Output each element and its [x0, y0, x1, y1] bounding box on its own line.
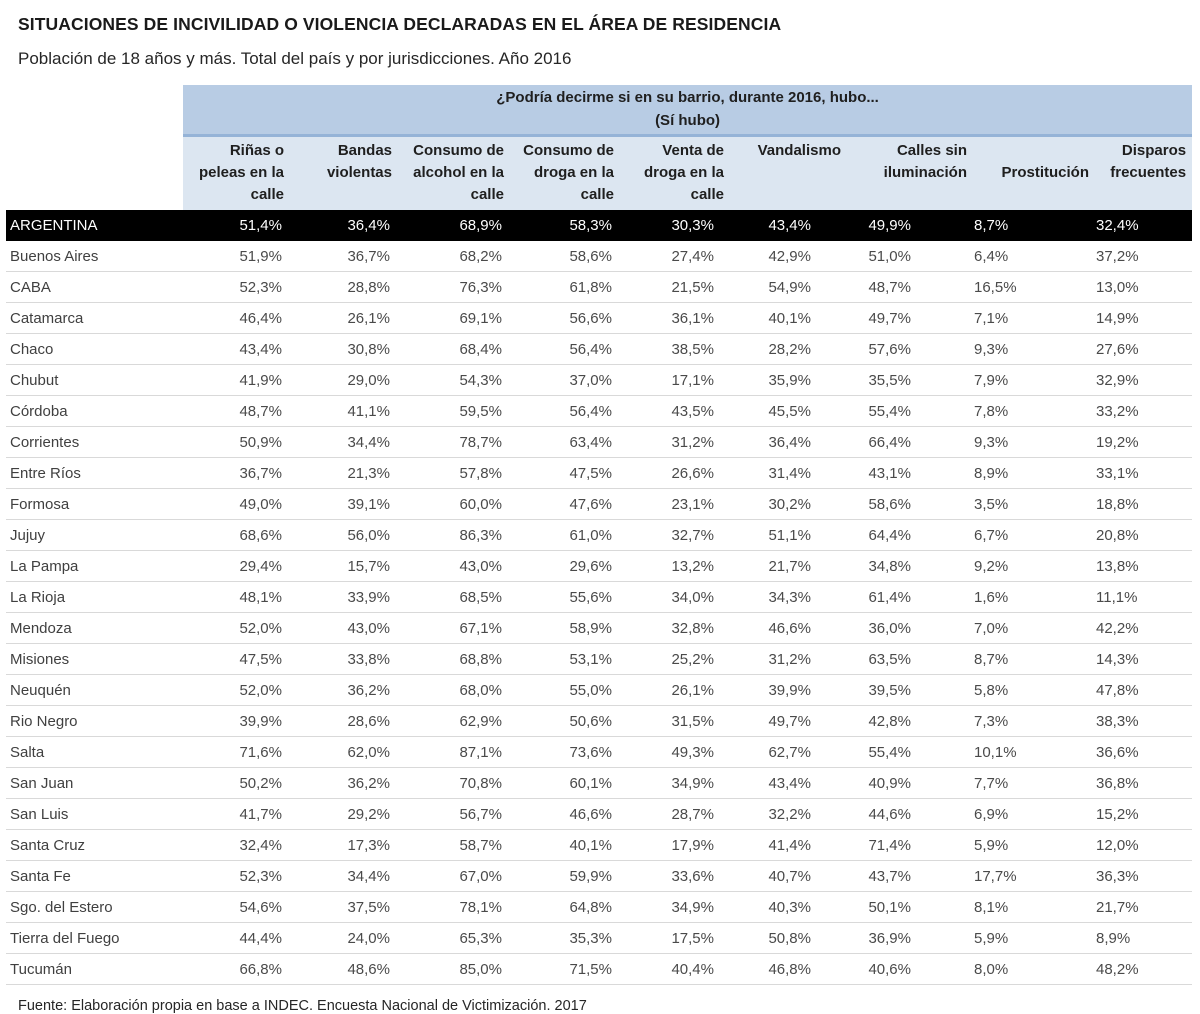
value-cell: 71,6%: [239, 743, 282, 761]
table-row: [6, 830, 1192, 861]
value-cell: 5,9%: [974, 929, 1009, 947]
value-cell: 60,0%: [459, 495, 502, 513]
value-cell: 40,6%: [868, 960, 911, 978]
value-cell: 30,8%: [347, 340, 390, 358]
value-cell: 31,5%: [671, 712, 714, 730]
row-label: San Juan: [10, 774, 74, 792]
value-cell: 67,0%: [459, 867, 502, 885]
value-cell: 31,2%: [671, 433, 714, 451]
value-cell: 58,6%: [569, 247, 612, 265]
value-cell: 47,5%: [239, 650, 282, 668]
row-label: Santa Cruz: [10, 836, 86, 854]
value-cell: 54,6%: [239, 898, 282, 916]
value-cell: 49,0%: [239, 495, 282, 513]
value-cell: 21,3%: [347, 464, 390, 482]
value-cell: 68,2%: [459, 247, 502, 265]
value-cell: 33,2%: [1096, 402, 1139, 420]
value-cell: 13,2%: [671, 557, 714, 575]
value-cell: 48,2%: [1096, 960, 1139, 978]
value-cell: 43,4%: [768, 216, 811, 234]
value-cell: 5,8%: [974, 681, 1009, 699]
row-label: ARGENTINA: [10, 216, 98, 234]
value-cell: 85,0%: [459, 960, 502, 978]
value-cell: 36,8%: [1096, 774, 1139, 792]
value-cell: 10,1%: [974, 743, 1017, 761]
value-cell: 55,4%: [868, 402, 911, 420]
question-band-row: [6, 85, 1192, 136]
value-cell: 34,0%: [671, 588, 714, 606]
value-cell: 29,0%: [347, 371, 390, 389]
value-cell: 41,9%: [239, 371, 282, 389]
page-title: SITUACIONES DE INCIVILIDAD O VIOLENCIA DECLARADAS EN EL ÁREA DE RESIDENCIA: [18, 14, 782, 34]
value-cell: 51,4%: [239, 216, 282, 234]
row-label: Jujuy: [10, 526, 46, 544]
value-cell: 71,5%: [569, 960, 612, 978]
value-cell: 32,4%: [1096, 216, 1139, 234]
row-label: Misiones: [10, 650, 70, 668]
value-cell: 71,4%: [868, 836, 911, 854]
table-row: [6, 768, 1192, 799]
value-cell: 38,3%: [1096, 712, 1139, 730]
table-row: [6, 923, 1192, 954]
value-cell: 55,6%: [569, 588, 612, 606]
value-cell: 28,6%: [347, 712, 390, 730]
value-cell: 7,9%: [974, 371, 1009, 389]
col-header-iluminacion: Calles sin iluminación: [847, 136, 973, 211]
table-row: [6, 241, 1192, 272]
value-cell: 40,1%: [569, 836, 612, 854]
value-cell: 35,3%: [569, 929, 612, 947]
value-cell: 42,9%: [768, 247, 811, 265]
value-cell: 17,7%: [974, 867, 1017, 885]
value-cell: 15,7%: [347, 557, 390, 575]
table-row: [6, 489, 1192, 520]
value-cell: 24,0%: [347, 929, 390, 947]
value-cell: 62,0%: [347, 743, 390, 761]
value-cell: 23,1%: [671, 495, 714, 513]
value-cell: 27,6%: [1096, 340, 1139, 358]
value-cell: 49,9%: [868, 216, 911, 234]
value-cell: 34,8%: [868, 557, 911, 575]
value-cell: 54,9%: [768, 278, 811, 296]
value-cell: 56,0%: [347, 526, 390, 544]
value-cell: 44,4%: [239, 929, 282, 947]
value-cell: 40,1%: [768, 309, 811, 327]
value-cell: 61,8%: [569, 278, 612, 296]
value-cell: 19,2%: [1096, 433, 1139, 451]
table-row: [6, 644, 1192, 675]
argentina-total-row: [6, 210, 1192, 241]
value-cell: 50,6%: [569, 712, 612, 730]
value-cell: 61,4%: [868, 588, 911, 606]
value-cell: 58,9%: [569, 619, 612, 637]
value-cell: 68,8%: [459, 650, 502, 668]
col-header-venta-droga: Venta de droga en la calle: [620, 136, 730, 211]
value-cell: 54,3%: [459, 371, 502, 389]
value-cell: 47,5%: [569, 464, 612, 482]
value-cell: 36,0%: [868, 619, 911, 637]
value-cell: 76,3%: [459, 278, 502, 296]
row-label: Buenos Aires: [10, 247, 99, 265]
value-cell: 53,1%: [569, 650, 612, 668]
value-cell: 8,9%: [1096, 929, 1131, 947]
value-cell: 43,7%: [868, 867, 911, 885]
table-row: [6, 272, 1192, 303]
value-cell: 25,2%: [671, 650, 714, 668]
value-cell: 66,8%: [239, 960, 282, 978]
row-label: Neuquén: [10, 681, 71, 699]
value-cell: 33,9%: [347, 588, 390, 606]
value-cell: 37,0%: [569, 371, 612, 389]
table-row: [6, 954, 1192, 985]
value-cell: 39,9%: [239, 712, 282, 730]
value-cell: 64,8%: [569, 898, 612, 916]
value-cell: 45,5%: [768, 402, 811, 420]
col-header-vandalismo: Vandalismo: [730, 136, 847, 211]
value-cell: 56,4%: [569, 340, 612, 358]
value-cell: 21,5%: [671, 278, 714, 296]
value-cell: 26,1%: [347, 309, 390, 327]
value-cell: 55,0%: [569, 681, 612, 699]
value-cell: 33,6%: [671, 867, 714, 885]
value-cell: 36,7%: [239, 464, 282, 482]
value-cell: 34,9%: [671, 898, 714, 916]
row-label: Tucumán: [10, 960, 72, 978]
row-label: Sgo. del Estero: [10, 898, 113, 916]
value-cell: 36,4%: [768, 433, 811, 451]
value-cell: 48,6%: [347, 960, 390, 978]
value-cell: 48,7%: [868, 278, 911, 296]
value-cell: 8,7%: [974, 650, 1009, 668]
value-cell: 68,5%: [459, 588, 502, 606]
value-cell: 50,9%: [239, 433, 282, 451]
value-cell: 43,0%: [347, 619, 390, 637]
value-cell: 37,2%: [1096, 247, 1139, 265]
value-cell: 50,8%: [768, 929, 811, 947]
source-note: Fuente: Elaboración propia en base a INDEC. Encuesta Nacional de Victimización. 2017: [18, 998, 587, 1014]
value-cell: 44,6%: [868, 805, 911, 823]
value-cell: 37,5%: [347, 898, 390, 916]
value-cell: 48,7%: [239, 402, 282, 420]
row-label: Corrientes: [10, 433, 80, 451]
col-header-alcohol: Consumo de alcohol en la calle: [398, 136, 510, 211]
value-cell: 62,9%: [459, 712, 502, 730]
row-label: Córdoba: [10, 402, 68, 420]
value-cell: 1,6%: [974, 588, 1009, 606]
value-cell: 50,1%: [868, 898, 911, 916]
value-cell: 63,4%: [569, 433, 612, 451]
value-cell: 86,3%: [459, 526, 502, 544]
value-cell: 32,8%: [671, 619, 714, 637]
value-cell: 34,4%: [347, 867, 390, 885]
value-cell: 16,5%: [974, 278, 1017, 296]
value-cell: 8,7%: [974, 216, 1009, 234]
value-cell: 32,4%: [239, 836, 282, 854]
row-label: Catamarca: [10, 309, 84, 327]
row-label: Salta: [10, 743, 45, 761]
value-cell: 40,9%: [868, 774, 911, 792]
value-cell: 18,8%: [1096, 495, 1139, 513]
value-cell: 15,2%: [1096, 805, 1139, 823]
value-cell: 48,1%: [239, 588, 282, 606]
value-cell: 87,1%: [459, 743, 502, 761]
value-cell: 46,6%: [569, 805, 612, 823]
value-cell: 8,9%: [974, 464, 1009, 482]
value-cell: 51,0%: [868, 247, 911, 265]
value-cell: 40,7%: [768, 867, 811, 885]
table-row: [6, 861, 1192, 892]
table-row: [6, 799, 1192, 830]
value-cell: 17,9%: [671, 836, 714, 854]
value-cell: 58,3%: [569, 216, 612, 234]
value-cell: 3,5%: [974, 495, 1009, 513]
value-cell: 47,8%: [1096, 681, 1139, 699]
col-header-disparos: Disparos frecuentes: [1095, 136, 1192, 211]
corner-cell: [6, 136, 183, 211]
value-cell: 51,9%: [239, 247, 282, 265]
value-cell: 55,4%: [868, 743, 911, 761]
table-row: [6, 892, 1192, 923]
value-cell: 9,3%: [974, 340, 1009, 358]
row-label: La Rioja: [10, 588, 66, 606]
value-cell: 30,3%: [671, 216, 714, 234]
row-label: Entre Ríos: [10, 464, 81, 482]
value-cell: 28,2%: [768, 340, 811, 358]
value-cell: 43,4%: [239, 340, 282, 358]
value-cell: 26,6%: [671, 464, 714, 482]
value-cell: 39,5%: [868, 681, 911, 699]
value-cell: 73,6%: [569, 743, 612, 761]
value-cell: 36,2%: [347, 774, 390, 792]
value-cell: 51,1%: [768, 526, 811, 544]
value-cell: 8,1%: [974, 898, 1009, 916]
value-cell: 7,7%: [974, 774, 1009, 792]
value-cell: 46,4%: [239, 309, 282, 327]
value-cell: 43,4%: [768, 774, 811, 792]
value-cell: 33,1%: [1096, 464, 1139, 482]
row-label: Tierra del Fuego: [10, 929, 120, 947]
column-header-row: [6, 136, 1192, 211]
value-cell: 68,9%: [459, 216, 502, 234]
value-cell: 13,0%: [1096, 278, 1139, 296]
table-row: [6, 334, 1192, 365]
col-header-bandas: Bandas violentas: [290, 136, 398, 211]
value-cell: 36,7%: [347, 247, 390, 265]
value-cell: 14,3%: [1096, 650, 1139, 668]
value-cell: 17,5%: [671, 929, 714, 947]
value-cell: 31,2%: [768, 650, 811, 668]
value-cell: 12,0%: [1096, 836, 1139, 854]
value-cell: 39,1%: [347, 495, 390, 513]
row-label: San Luis: [10, 805, 69, 823]
value-cell: 6,7%: [974, 526, 1009, 544]
value-cell: 35,9%: [768, 371, 811, 389]
value-cell: 29,6%: [569, 557, 612, 575]
value-cell: 52,0%: [239, 619, 282, 637]
value-cell: 21,7%: [768, 557, 811, 575]
table-row: [6, 675, 1192, 706]
value-cell: 43,0%: [459, 557, 502, 575]
value-cell: 59,9%: [569, 867, 612, 885]
value-cell: 61,0%: [569, 526, 612, 544]
value-cell: 36,6%: [1096, 743, 1139, 761]
value-cell: 7,1%: [974, 309, 1009, 327]
value-cell: 66,4%: [868, 433, 911, 451]
value-cell: 7,3%: [974, 712, 1009, 730]
value-cell: 64,4%: [868, 526, 911, 544]
row-label: La Pampa: [10, 557, 79, 575]
value-cell: 38,5%: [671, 340, 714, 358]
value-cell: 65,3%: [459, 929, 502, 947]
value-cell: 56,4%: [569, 402, 612, 420]
row-label: Rio Negro: [10, 712, 78, 730]
value-cell: 11,1%: [1096, 588, 1138, 606]
table-body: [6, 210, 1192, 985]
value-cell: 49,3%: [671, 743, 714, 761]
value-cell: 7,8%: [974, 402, 1009, 420]
value-cell: 13,8%: [1096, 557, 1139, 575]
value-cell: 29,2%: [347, 805, 390, 823]
question-line-1: ¿Podría decirme si en su barrio, durante 2016, hubo...: [496, 89, 879, 106]
value-cell: 78,7%: [459, 433, 502, 451]
value-cell: 36,9%: [868, 929, 911, 947]
table-row: [6, 520, 1192, 551]
value-cell: 69,1%: [459, 309, 502, 327]
value-cell: 62,7%: [768, 743, 811, 761]
value-cell: 28,7%: [671, 805, 714, 823]
value-cell: 31,4%: [768, 464, 811, 482]
value-cell: 58,6%: [868, 495, 911, 513]
value-cell: 30,2%: [768, 495, 811, 513]
value-cell: 36,2%: [347, 681, 390, 699]
value-cell: 9,2%: [974, 557, 1009, 575]
row-label: Chubut: [10, 371, 59, 389]
corner-cell: [6, 85, 183, 136]
value-cell: 49,7%: [768, 712, 811, 730]
value-cell: 34,4%: [347, 433, 390, 451]
value-cell: 41,4%: [768, 836, 811, 854]
value-cell: 78,1%: [459, 898, 502, 916]
value-cell: 21,7%: [1096, 898, 1139, 916]
value-cell: 56,7%: [459, 805, 502, 823]
table-row: [6, 613, 1192, 644]
question-line-2: (Sí hubo): [655, 111, 721, 129]
value-cell: 42,8%: [868, 712, 911, 730]
row-label: Chaco: [10, 340, 54, 358]
value-cell: 39,9%: [768, 681, 811, 699]
value-cell: 60,1%: [569, 774, 612, 792]
row-label: CABA: [10, 278, 51, 296]
value-cell: 27,4%: [671, 247, 714, 265]
value-cell: 49,7%: [868, 309, 911, 327]
value-cell: 63,5%: [868, 650, 911, 668]
value-cell: 68,4%: [459, 340, 502, 358]
value-cell: 57,6%: [868, 340, 911, 358]
table-row: [6, 458, 1192, 489]
value-cell: 36,3%: [1096, 867, 1139, 885]
value-cell: 40,3%: [768, 898, 811, 916]
row-label: Formosa: [10, 495, 70, 513]
value-cell: 52,3%: [239, 278, 282, 296]
row-label: Mendoza: [10, 619, 72, 637]
question-band: [183, 85, 1192, 136]
value-cell: 46,6%: [768, 619, 811, 637]
table-row: [6, 551, 1192, 582]
value-cell: 68,0%: [459, 681, 502, 699]
value-cell: 8,0%: [974, 960, 1009, 978]
value-cell: 70,8%: [459, 774, 502, 792]
table-row: [6, 706, 1192, 737]
table-row: [6, 737, 1192, 768]
value-cell: 52,3%: [239, 867, 282, 885]
value-cell: 34,9%: [671, 774, 714, 792]
value-cell: 32,9%: [1096, 371, 1139, 389]
value-cell: 20,8%: [1096, 526, 1139, 544]
value-cell: 41,1%: [347, 402, 390, 420]
value-cell: 43,1%: [868, 464, 911, 482]
value-cell: 67,1%: [459, 619, 502, 637]
value-cell: 40,4%: [671, 960, 714, 978]
value-cell: 47,6%: [569, 495, 612, 513]
value-cell: 28,8%: [347, 278, 390, 296]
table-header: [6, 85, 1192, 210]
value-cell: 32,2%: [768, 805, 811, 823]
value-cell: 46,8%: [768, 960, 811, 978]
row-label: Santa Fe: [10, 867, 71, 885]
value-cell: 36,4%: [347, 216, 390, 234]
col-header-consumo-droga: Consumo de droga en la calle: [510, 136, 620, 211]
value-cell: 26,1%: [671, 681, 714, 699]
value-cell: 68,6%: [239, 526, 282, 544]
value-cell: 6,4%: [974, 247, 1009, 265]
table-row: [6, 582, 1192, 613]
value-cell: 33,8%: [347, 650, 390, 668]
page-subtitle: Población de 18 años y más. Total del país y por jurisdicciones. Año 2016: [18, 49, 572, 68]
value-cell: 50,2%: [239, 774, 282, 792]
value-cell: 17,3%: [347, 836, 390, 854]
value-cell: 35,5%: [868, 371, 911, 389]
value-cell: 14,9%: [1096, 309, 1139, 327]
table-row: [6, 427, 1192, 458]
value-cell: 58,7%: [459, 836, 502, 854]
value-cell: 9,3%: [974, 433, 1009, 451]
value-cell: 17,1%: [671, 371, 714, 389]
col-header-rinas: Riñas o peleas en la calle: [183, 136, 290, 211]
value-cell: 32,7%: [671, 526, 714, 544]
value-cell: 43,5%: [671, 402, 714, 420]
table-row: [6, 396, 1192, 427]
value-cell: 56,6%: [569, 309, 612, 327]
value-cell: 41,7%: [239, 805, 282, 823]
incivility-table: [6, 85, 1192, 985]
value-cell: 57,8%: [459, 464, 502, 482]
value-cell: 52,0%: [239, 681, 282, 699]
value-cell: 59,5%: [459, 402, 502, 420]
value-cell: 36,1%: [671, 309, 714, 327]
col-header-prostitucion: Prostitución: [973, 136, 1095, 211]
value-cell: 42,2%: [1096, 619, 1139, 637]
table-row: [6, 365, 1192, 396]
value-cell: 29,4%: [239, 557, 282, 575]
value-cell: 6,9%: [974, 805, 1009, 823]
value-cell: 7,0%: [974, 619, 1009, 637]
value-cell: 34,3%: [768, 588, 811, 606]
value-cell: 5,9%: [974, 836, 1009, 854]
table-row: [6, 303, 1192, 334]
